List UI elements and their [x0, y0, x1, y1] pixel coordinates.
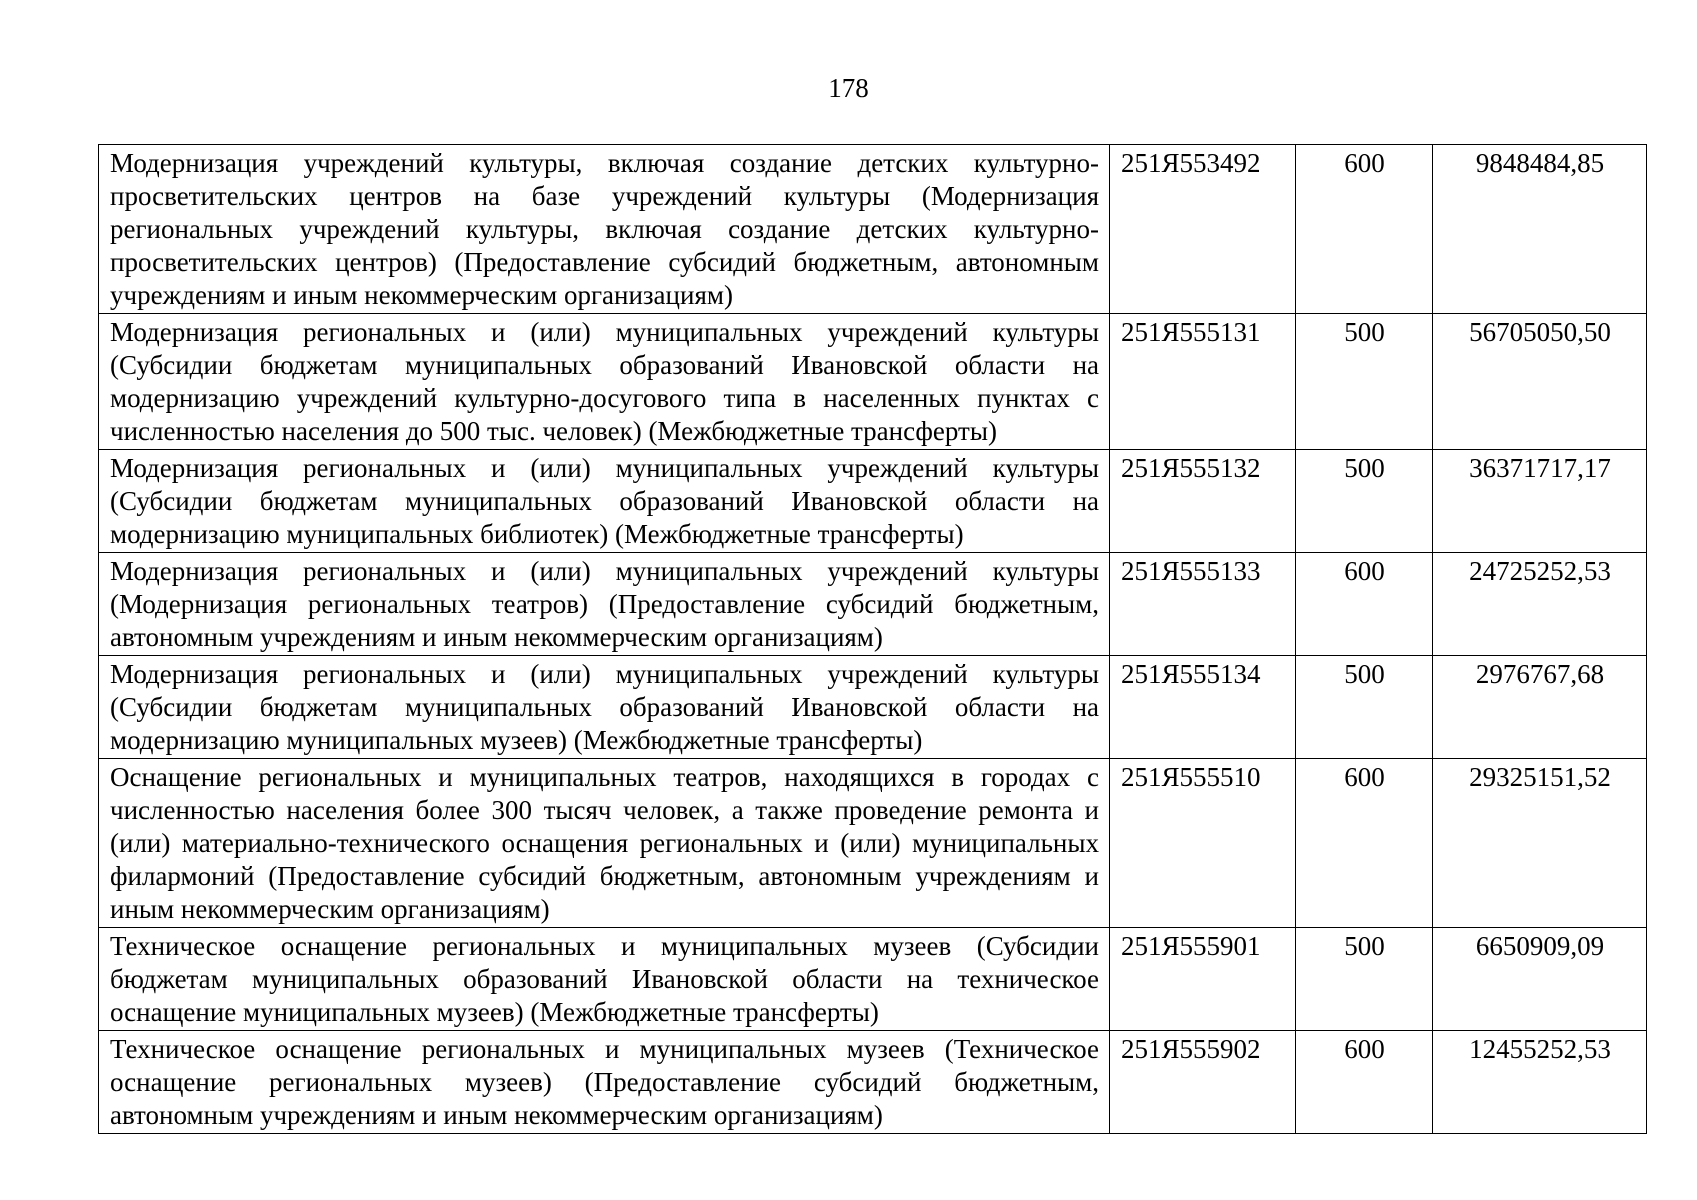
- row-amount: 29325151,52: [1433, 759, 1647, 928]
- row-expense-type: 600: [1296, 759, 1433, 928]
- row-amount: 6650909,09: [1433, 928, 1647, 1031]
- row-description: Оснащение региональных и муниципальных театров, находящихся в городах с численностью населения более 300 тысяч человек, а также проведение ремонта и (или) материально-технического оснащения региональных и (или) муниципальных филармоний (Предоставление субсидий бюджетным, автономным учреждениям и иным некоммерческим организациям): [99, 759, 1110, 928]
- table-row: [99, 314, 1647, 450]
- row-target-code: 251Я555133: [1110, 553, 1296, 656]
- page-number: 178: [828, 73, 869, 103]
- row-description: Модернизация региональных и (или) муниципальных учреждений культуры (Субсидии бюджетам муниципальных образований Ивановской области на модернизацию муниципальных музеев) (Межбюджетные трансферты): [99, 656, 1110, 759]
- table-row: [99, 450, 1647, 553]
- budget-table-body: [99, 145, 1647, 1134]
- table-row: [99, 656, 1647, 759]
- row-target-code: 251Я555132: [1110, 450, 1296, 553]
- table-row: [99, 759, 1647, 928]
- row-target-code: 251Я553492: [1110, 145, 1296, 314]
- row-description: Техническое оснащение региональных и муниципальных музеев (Техническое оснащение региональных музеев) (Предоставление субсидий бюджетным, автономным учреждениям и иным некоммерческим организациям): [99, 1031, 1110, 1134]
- row-description: Модернизация учреждений культуры, включая создание детских культурно-просветительских центров на базе учреждений культуры (Модернизация региональных учреждений культуры, включая создание детских культурно-просветительских центров) (Предоставление субсидий бюджетным, автономным учреждениям и иным некоммерческим организациям): [99, 145, 1110, 314]
- row-target-code: 251Я555901: [1110, 928, 1296, 1031]
- row-expense-type: 500: [1296, 656, 1433, 759]
- row-amount: 24725252,53: [1433, 553, 1647, 656]
- row-expense-type: 500: [1296, 450, 1433, 553]
- row-target-code: 251Я555902: [1110, 1031, 1296, 1134]
- table-row: [99, 928, 1647, 1031]
- row-expense-type: 600: [1296, 145, 1433, 314]
- row-target-code: 251Я555131: [1110, 314, 1296, 450]
- row-expense-type: 600: [1296, 553, 1433, 656]
- row-amount: 12455252,53: [1433, 1031, 1647, 1134]
- row-description: Модернизация региональных и (или) муниципальных учреждений культуры (Модернизация региональных театров) (Предоставление субсидий бюджетным, автономным учреждениям и иным некоммерческим организациям): [99, 553, 1110, 656]
- row-description: Модернизация региональных и (или) муниципальных учреждений культуры (Субсидии бюджетам муниципальных образований Ивановской области на модернизацию учреждений культурно-досугового типа в населенных пунктах с численностью населения до 500 тыс. человек) (Межбюджетные трансферты): [99, 314, 1110, 450]
- table-row: [99, 145, 1647, 314]
- row-amount: 9848484,85: [1433, 145, 1647, 314]
- row-target-code: 251Я555510: [1110, 759, 1296, 928]
- row-amount: 36371717,17: [1433, 450, 1647, 553]
- row-expense-type: 500: [1296, 314, 1433, 450]
- row-description: Модернизация региональных и (или) муниципальных учреждений культуры (Субсидии бюджетам муниципальных образований Ивановской области на модернизацию муниципальных библиотек) (Межбюджетные трансферты): [99, 450, 1110, 553]
- budget-table: [98, 144, 1647, 1134]
- row-amount: 56705050,50: [1433, 314, 1647, 450]
- table-row: [99, 553, 1647, 656]
- row-amount: 2976767,68: [1433, 656, 1647, 759]
- row-expense-type: 600: [1296, 1031, 1433, 1134]
- row-description: Техническое оснащение региональных и муниципальных музеев (Субсидии бюджетам муниципальных образований Ивановской области на техническое оснащение муниципальных музеев) (Межбюджетные трансферты): [99, 928, 1110, 1031]
- table-row: [99, 1031, 1647, 1134]
- row-target-code: 251Я555134: [1110, 656, 1296, 759]
- row-expense-type: 500: [1296, 928, 1433, 1031]
